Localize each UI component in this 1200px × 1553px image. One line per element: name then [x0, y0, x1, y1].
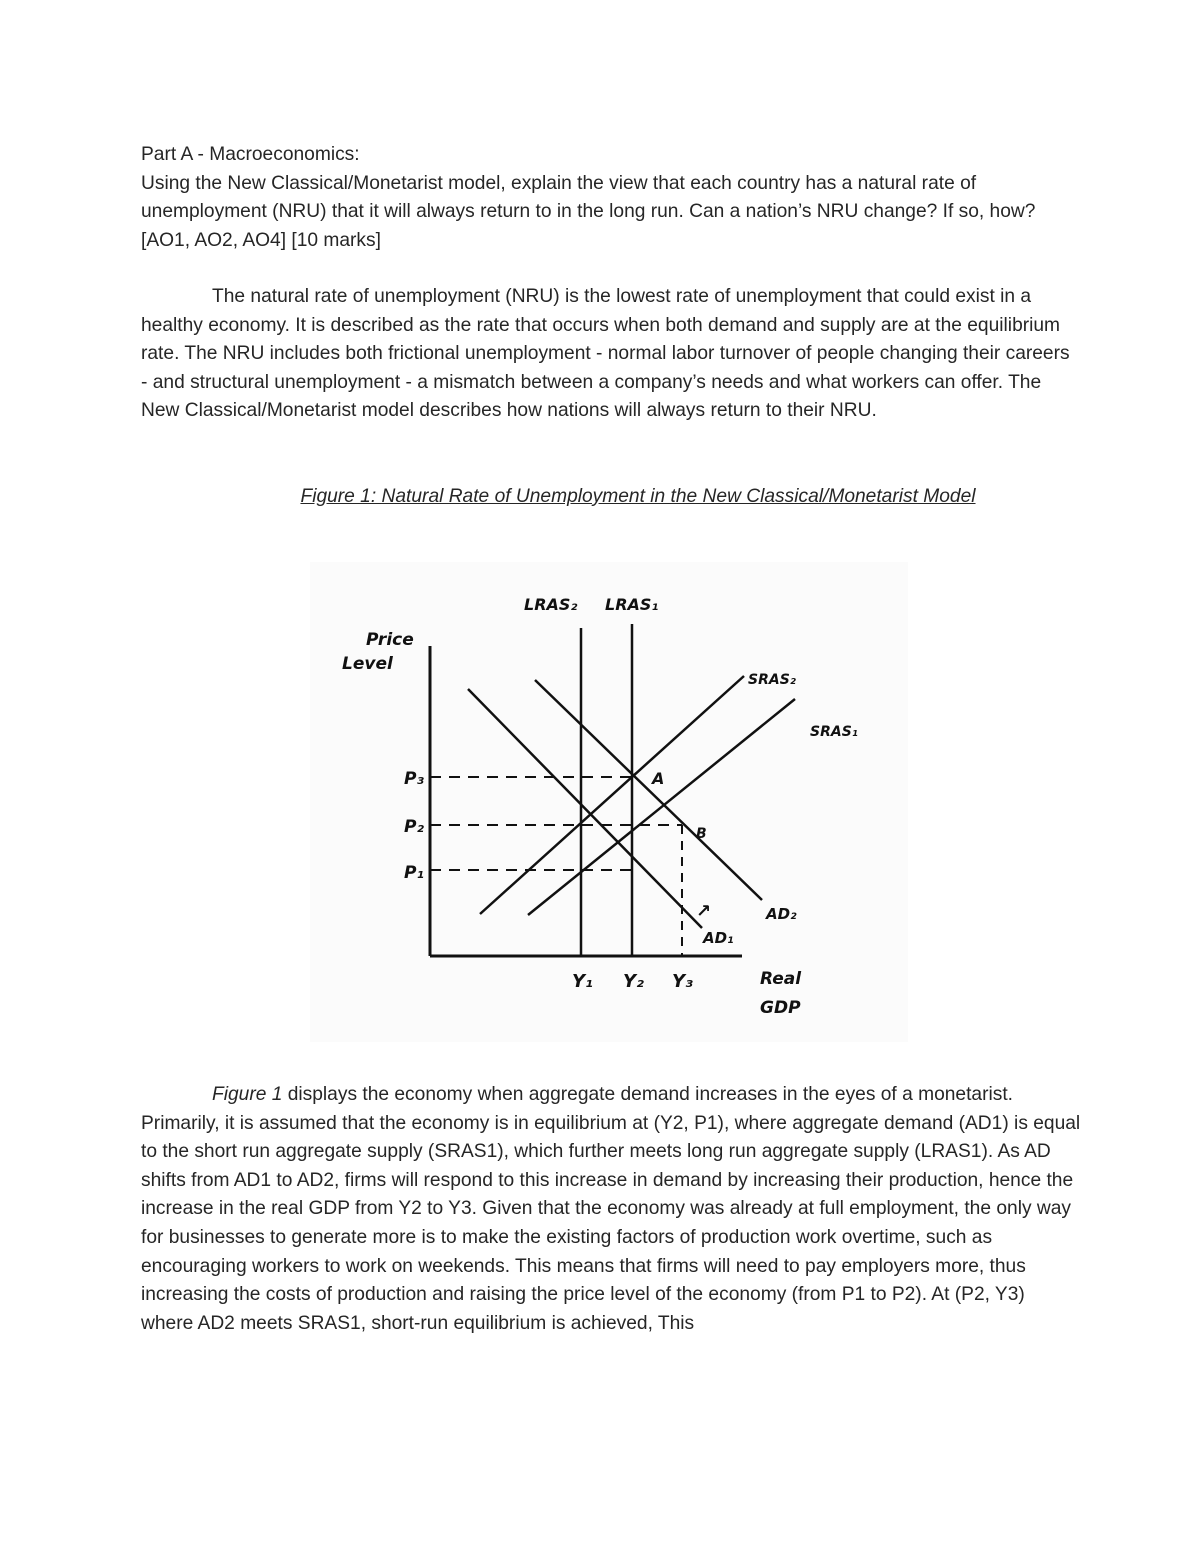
ad-as-diagram-svg — [310, 562, 908, 1042]
figure-reference: Figure 1 — [212, 1084, 283, 1105]
sras2-label: SRAS₂ — [748, 672, 796, 688]
sras1-label: SRAS₁ — [810, 724, 858, 740]
ad2-label: AD₂ — [766, 905, 797, 923]
y1-label: Y₁ — [572, 971, 593, 992]
figure-caption — [0, 483, 1200, 512]
ad2-line — [535, 680, 762, 900]
analysis-paragraph-text — [141, 1081, 1081, 1338]
analysis-paragraph — [141, 1081, 1081, 1338]
point-a-label: A — [652, 769, 665, 788]
sras2-line — [480, 676, 744, 914]
ad1-label: AD₁ — [703, 929, 734, 947]
analysis-body: displays the economy when aggregate demand increases in the eyes of a monetarist. Primarily, it is assumed that the economy is in equilibrium at (Y2, P1), where aggregate demand (AD1) is equal to the short run aggregate supply (SRAS1), which further meets long run aggregate supply (LRAS1). As AD shifts from AD1 to AD2, firms will respond to this increase in demand by increasing their production, hence the increase in the real GDP from Y2 to Y3. Given that the economy was already at full employment, the only way for businesses to generate more is to make the existing factors of production work overtime, such as encouraging workers to work on weekends. This means that firms will need to pay employers more, thus increasing the costs of production and raising the price level of the economy (from P1 to P2). At (P2, Y3) where AD2 meets SRAS1, short-run equilibrium is achieved, This — [141, 1084, 1081, 1334]
question-text: Using the New Classical/Monetarist model, explain the view that each country has a natural rate of unemployment (NRU) that it will always return to in the long run. Can a nation’s NRU change? If so, how? [AO1, AO2, AO4] [10 marks] — [141, 172, 1036, 251]
p2-label: P₂ — [404, 817, 424, 837]
p1-label: P₁ — [404, 863, 424, 883]
y-axis-label-line1: Price — [366, 630, 414, 650]
intro-paragraph-text: The natural rate of unemployment (NRU) is the lowest rate of unemployment that could exist in a healthy economy. It is described as the rate that occurs when both demand and supply are at the equilibrium rate. The NRU includes both frictional unemployment - normal labor turnover of people changing their careers - and structural unemployment - a mismatch between a company’s needs and what workers can offer. The New Classical/Monetarist model describes how nations will always return to their NRU. — [141, 286, 1070, 422]
ad-as-diagram — [310, 562, 908, 1042]
y2-label: Y₂ — [623, 971, 644, 992]
question-header — [141, 141, 1081, 255]
point-b-label: B — [696, 826, 707, 842]
sras1-line — [528, 699, 795, 915]
x-axis-label-line2: GDP — [760, 998, 801, 1018]
p3-label: P₃ — [404, 769, 424, 789]
y3-label: Y₃ — [672, 971, 693, 992]
lras1-label: LRAS₁ — [605, 595, 659, 614]
intro-paragraph — [141, 283, 1076, 426]
lras2-label: LRAS₂ — [524, 595, 578, 614]
shift-arrow-icon: ↗ — [696, 901, 712, 922]
figure-caption-text: Figure 1: Natural Rate of Unemployment in the New Classical/Monetarist Model — [300, 486, 976, 507]
y-axis-label-line2: Level — [342, 654, 393, 674]
x-axis-label-line1: Real — [760, 969, 802, 989]
section-title: Part A - Macroeconomics: — [141, 144, 360, 165]
